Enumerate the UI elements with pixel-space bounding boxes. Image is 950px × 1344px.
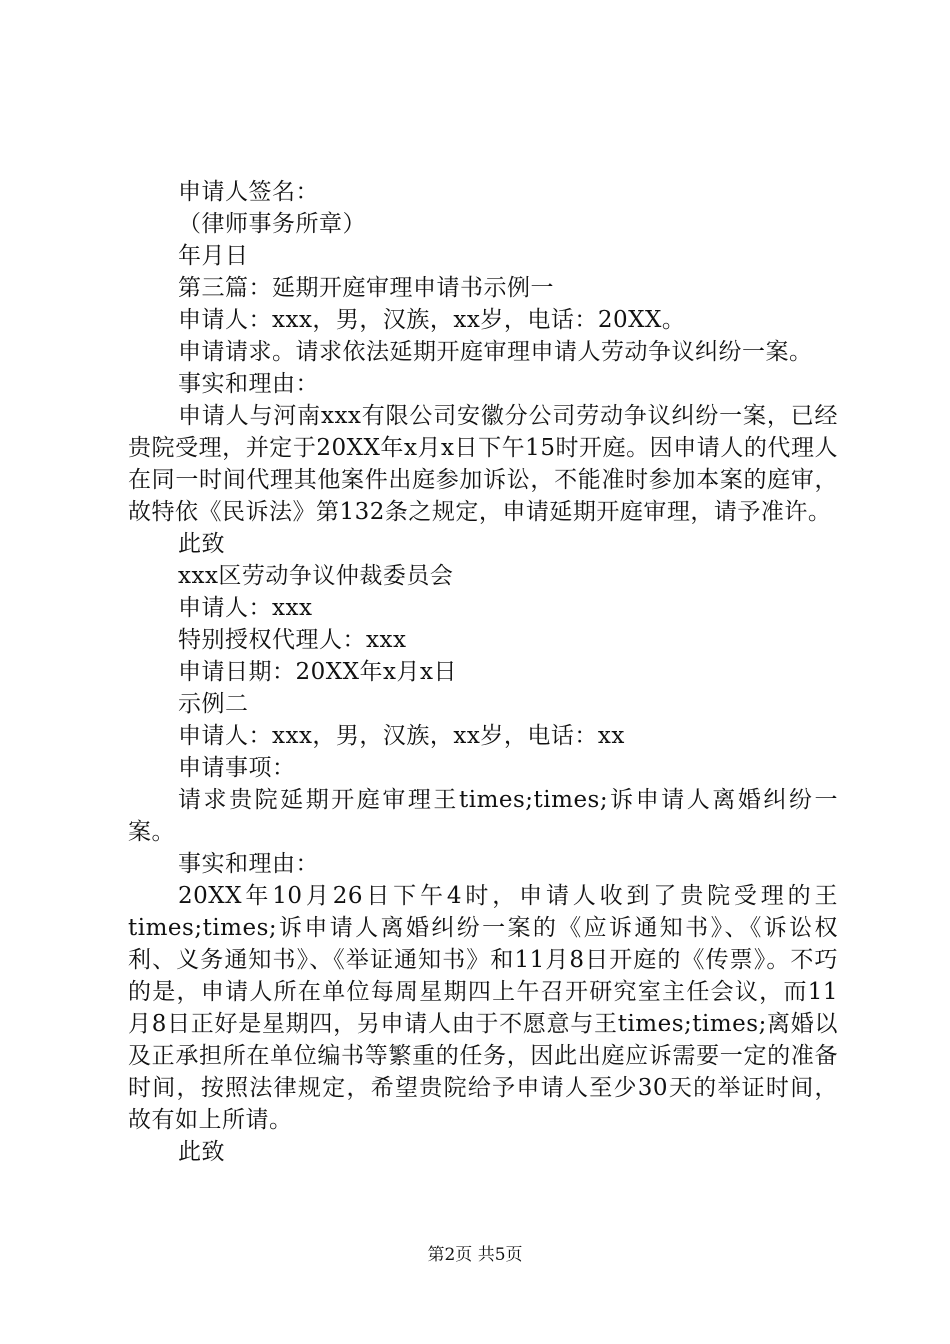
facts-paragraph-1: 申请人与河南xxx有限公司安徽分公司劳动争议纠纷一案，已经贵院受理，并定于20XX年x月x日下午15时开庭。因申请人的代理人在同一时间代理其他案件出庭参加诉讼，不能准时参加本案的庭审，故特依《民诉法》第132条之规定，申请延期开庭审理，请予准许。 [128,403,838,525]
applicant-info-1: 申请人：xxx，男，汉族，xx岁，电话：20XX。 [178,307,686,333]
facts-heading-2: 事实和理由： [178,851,319,877]
facts-heading-1: 事实和理由： [178,371,319,397]
page-number-footer: 第2页 共5页 [427,1245,523,1265]
recipient-line: xxx区劳动争议仲裁委员会 [178,563,454,589]
law-firm-seal-line: （律师事务所章） [178,211,366,237]
application-date-line: 申请日期：20XX年x月x日 [178,659,457,685]
example-two-heading: 示例二 [178,691,249,717]
applicant-line: 申请人：xxx [178,595,313,621]
section-title: 第三篇：延期开庭审理申请书示例一 [178,275,554,301]
salutation-1: 此致 [178,531,225,557]
request-paragraph: 申请请求。请求依法延期开庭审理申请人劳动争议纠纷一案。 [178,339,813,365]
signature-line: 申请人签名： [178,179,319,205]
request-items-paragraph: 请求贵院延期开庭审理王times;times;诉申请人离婚纠纷一案。 [128,787,838,845]
date-line: 年月日 [178,243,249,269]
request-items-heading: 申请事项： [178,755,296,781]
salutation-2: 此致 [178,1139,225,1165]
applicant-info-2: 申请人：xxx，男，汉族，xx岁，电话：xx [178,723,625,749]
document-body [128,176,838,1168]
agent-line: 特别授权代理人：xxx [178,627,407,653]
facts-paragraph-2: 20XX年10月26日下午4时，申请人收到了贵院受理的王times;times;诉申请人离婚纠纷一案的《应诉通知书》、《诉讼权利、义务通知书》、《举证通知书》和11月8日开庭的《传票》。不巧的是，申请人所在单位每周星期四上午召开研究室主任会议，而11月8日正好是星期四，另申请人由于不愿意与王times;times;离婚以及正承担所在单位编书等繁重的任务，因此出庭应诉需要一定的准备时间，按照法律规定，希望贵院给予申请人至少30天的举证时间，故有如上所请。 [128,883,838,1133]
